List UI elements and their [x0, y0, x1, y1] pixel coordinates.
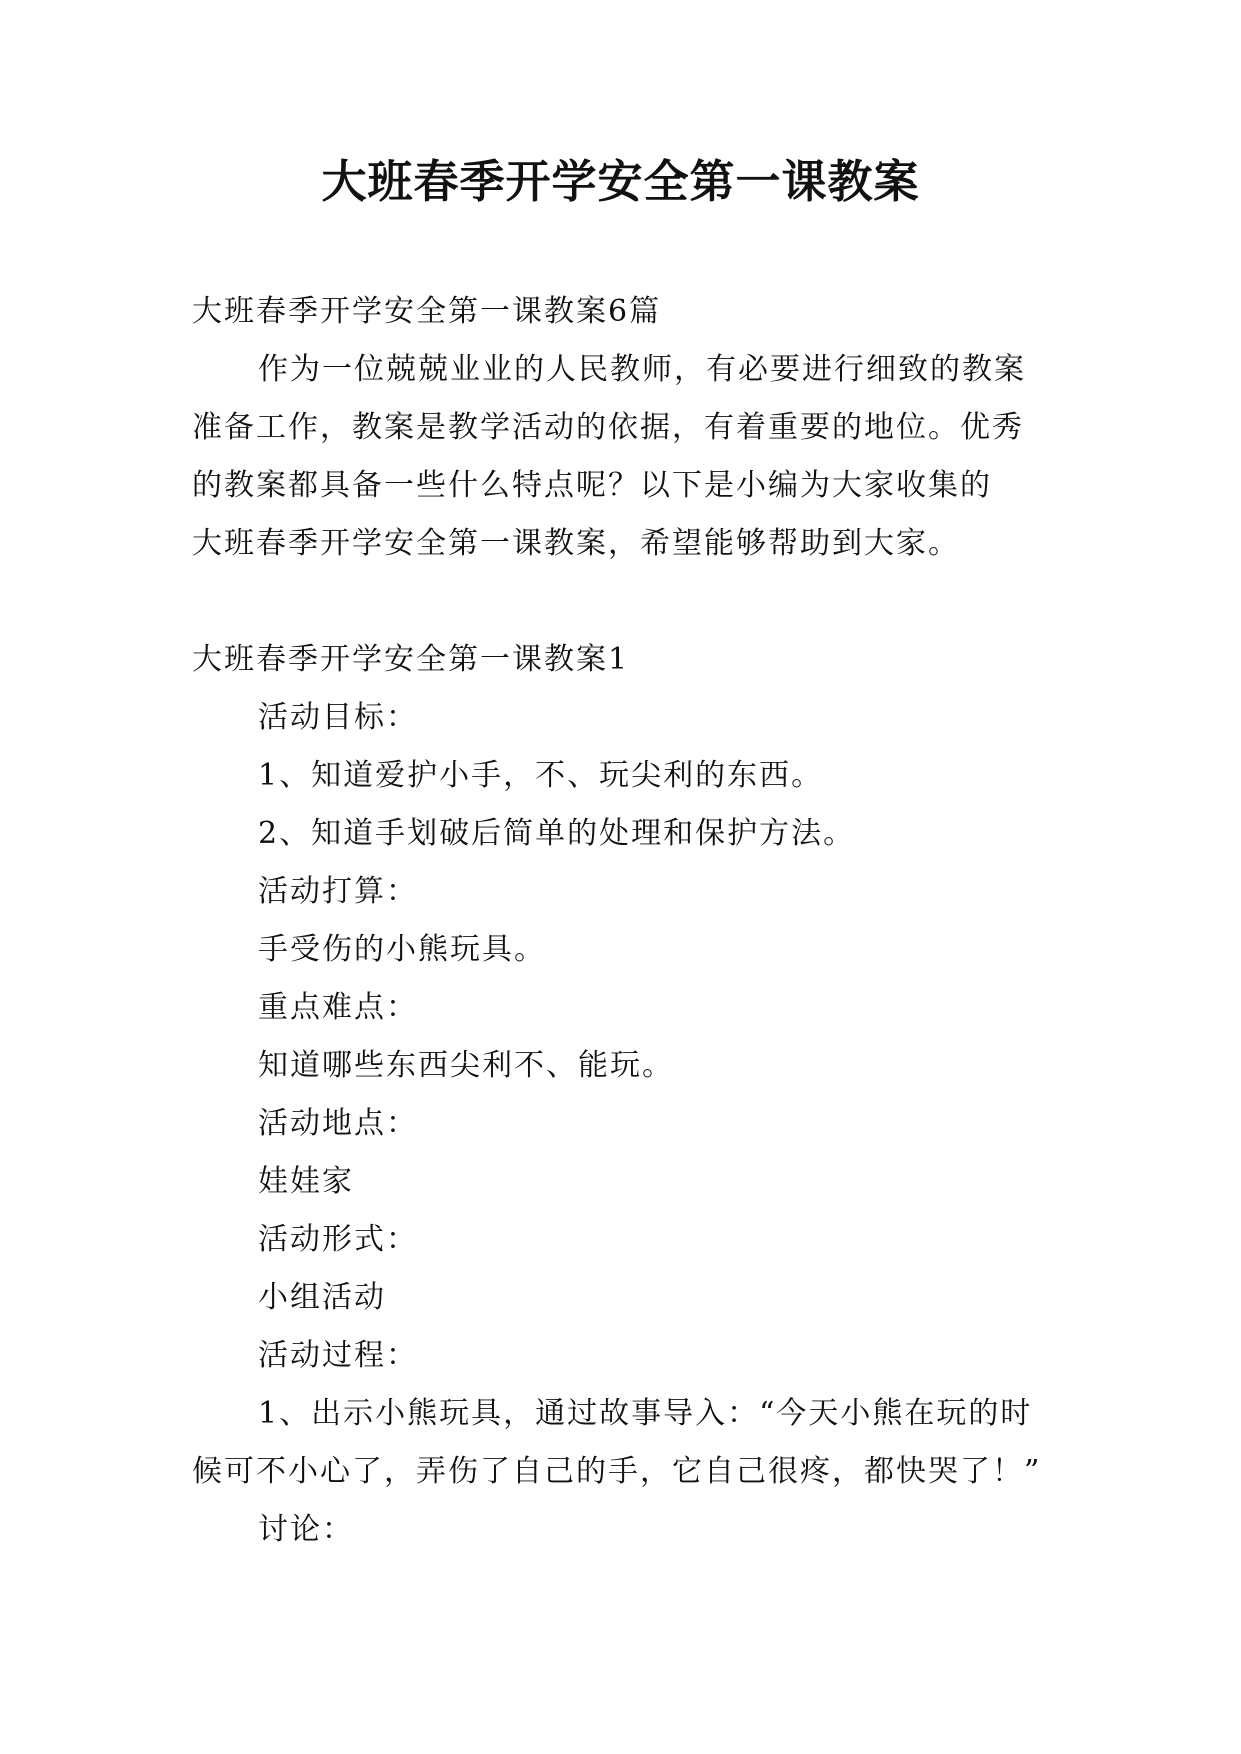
body-line: 活动过程：	[258, 1338, 418, 1373]
body-line: 知道哪些东西尖利不、能玩。	[258, 1048, 674, 1083]
intro-line: 作为一位兢兢业业的人民教师，有必要进行细致的教案	[258, 352, 1026, 387]
body-line: 2、知道手划破后简单的处理和保护方法。	[258, 816, 856, 851]
intro-line: 大班春季开学安全第一课教案，希望能够帮助到大家。	[192, 526, 960, 561]
document-body	[192, 283, 1082, 1559]
body-line: 手受伤的小熊玩具。	[258, 932, 546, 967]
body-line: 候可不小心了，弄伤了自己的手，它自己很疼，都快哭了！”	[192, 1454, 1042, 1489]
intro-line: 的教案都具备一些什么特点呢？以下是小编为大家收集的	[192, 468, 992, 503]
body-line: 1、出示小熊玩具，通过故事导入：“今天小熊在玩的时	[258, 1396, 1033, 1431]
body-line: 讨论：	[258, 1512, 354, 1547]
section-heading: 大班春季开学安全第一课教案1	[192, 642, 630, 677]
body-line: 活动地点：	[258, 1106, 418, 1141]
body-line: 娃娃家	[258, 1164, 354, 1199]
document-subtitle: 大班春季开学安全第一课教案6篇	[192, 294, 662, 329]
paragraph-gap	[192, 573, 1082, 631]
body-line: 活动打算：	[258, 874, 418, 909]
body-line: 活动形式：	[258, 1222, 418, 1257]
body-line: 1、知道爱护小手，不、玩尖利的东西。	[258, 758, 824, 793]
intro-line: 准备工作，教案是教学活动的依据，有着重要的地位。优秀	[192, 410, 1024, 445]
document-title: 大班春季开学安全第一课教案	[321, 155, 920, 208]
body-line: 小组活动	[258, 1280, 386, 1315]
body-line: 活动目标：	[258, 700, 418, 735]
body-line: 重点难点：	[258, 990, 418, 1025]
